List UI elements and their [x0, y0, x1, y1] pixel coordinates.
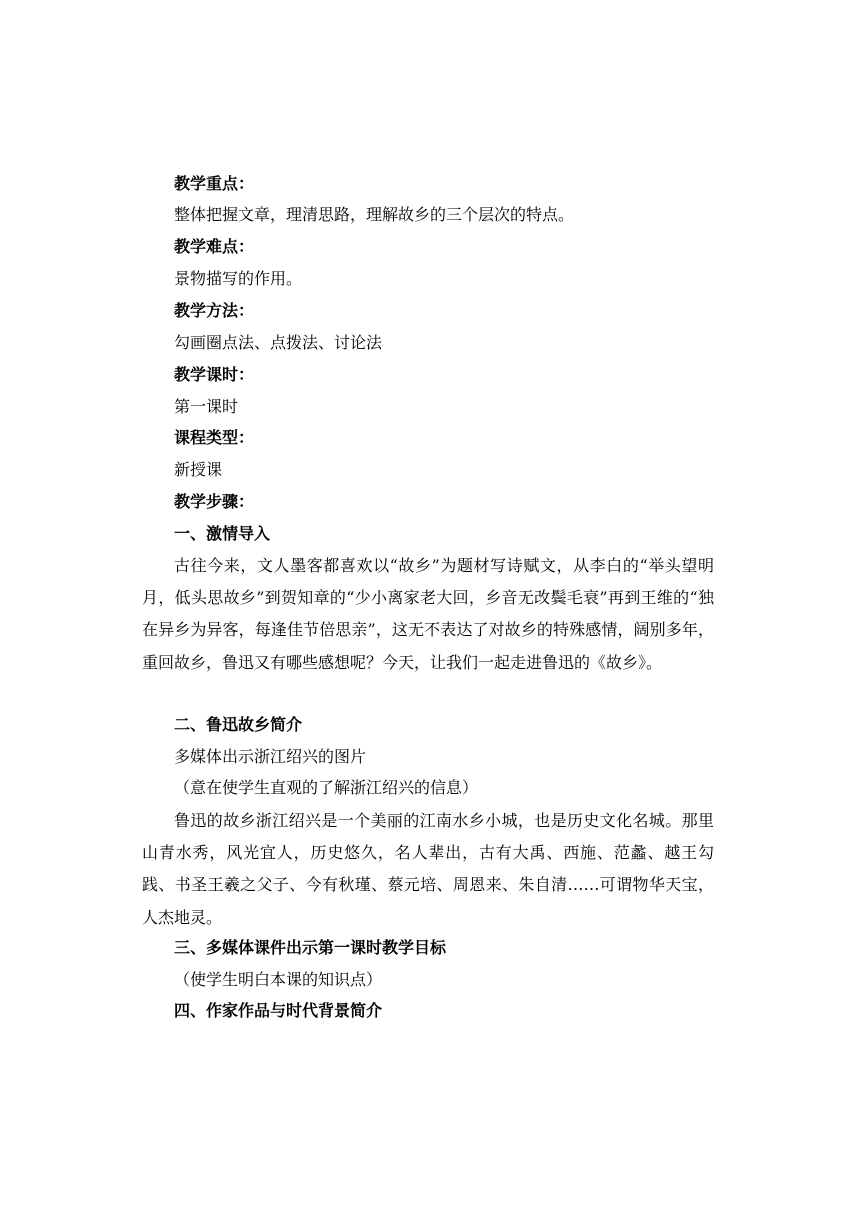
teaching-focus-text: 整体把握文章，理清思路，理解故乡的三个层次的特点。	[174, 205, 575, 224]
teaching-method-heading: 教学方法：	[174, 301, 255, 320]
teaching-method-text: 勾画圈点法、点拨法、讨论法	[174, 333, 383, 352]
course-type-heading: 课程类型：	[174, 428, 255, 447]
step3-line1: （使学生明白本课的知识点）	[174, 970, 383, 989]
step2-line1: 多媒体出示浙江绍兴的图片	[174, 747, 367, 766]
teaching-steps-heading: 教学步骤：	[174, 492, 255, 511]
teaching-focus-heading: 教学重点：	[174, 174, 255, 193]
step2-heading: 二、鲁迅故乡简介	[174, 715, 303, 734]
teaching-period-heading: 教学课时：	[174, 365, 255, 384]
course-type-text: 新授课	[174, 460, 223, 479]
step1-heading: 一、激情导入	[174, 524, 271, 543]
step3-heading: 三、多媒体课件出示第一课时教学目标	[174, 938, 447, 957]
step1-paragraph: 古往今来，文人墨客都喜欢以“故乡”为题材写诗赋文，从李白的“举头望明月，低头思故乡”到贺知章的“少小离家老大回，乡音无改鬓毛衰”再到王维的“独在异乡为异客，每逢佳节倍思亲”，这无不表达了对故乡的特殊感情，阔别多年，重回故乡，鲁迅又有哪些感想呢？今天，让我们一起走进鲁迅的《故乡》。	[142, 556, 714, 672]
step2-line2: （意在使学生直观的了解浙江绍兴的信息）	[174, 778, 479, 797]
step2-paragraph: 鲁迅的故乡浙江绍兴是一个美丽的江南水乡小城，也是历史文化名城。那里山青水秀，风光宜人，历史悠久，名人辈出，古有大禹、西施、范蠡、越王勾践、书圣王羲之父子、今有秋瑾、蔡元培、周恩来、朱自清……可谓物华天宝，人杰地灵。	[142, 811, 714, 927]
teaching-difficulty-text: 景物描写的作用。	[174, 269, 303, 288]
teaching-difficulty-heading: 教学难点：	[174, 237, 255, 256]
step4-heading: 四、作家作品与时代背景简介	[174, 1001, 383, 1020]
teaching-period-text: 第一课时	[174, 397, 239, 416]
